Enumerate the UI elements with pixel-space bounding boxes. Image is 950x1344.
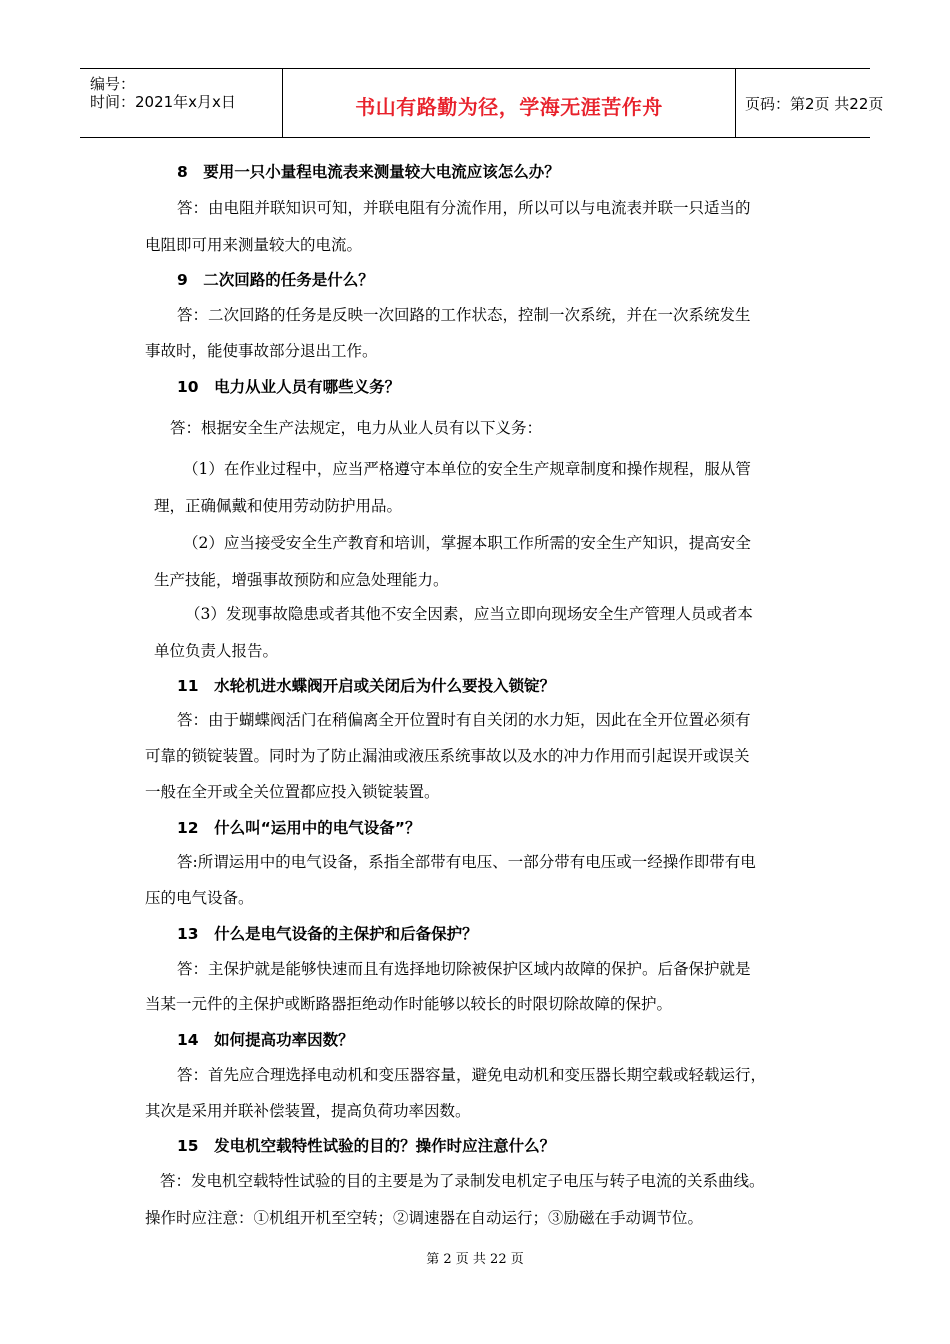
answer-line: 答：主保护就是能够快速而且有选择地切除被保护区域内故障的保护。后备保护就是 [177, 960, 751, 978]
answer-line: 答：由于蝴蝶阀活门在稍偏离全开位置时有自关闭的水力矩，因此在全开位置必须有 [177, 711, 751, 729]
answer-line: 答：由电阻并联知识可知，并联电阻有分流作用，所以可以与电流表并联一只适当的 [177, 199, 751, 217]
answer-line: （1）在作业过程中，应当严格遵守本单位的安全生产规章制度和操作规程，服从管 [183, 460, 751, 478]
answer-line: 理，正确佩戴和使用劳动防护用品。 [154, 497, 403, 515]
answer-line: 答：首先应合理选择电动机和变压器容量，避免电动机和变压器长期空载或轻载运行， [177, 1066, 767, 1084]
answer-line: 事故时，能使事故部分退出工作。 [145, 342, 378, 360]
page-footer: 第 2 页 共 22 页 [426, 1252, 524, 1267]
header-meta [80, 69, 282, 137]
motto: 书山有路勤为径，学海无涯苦作舟 [355, 95, 663, 119]
header-page-cell [735, 69, 884, 137]
question-11: 11 水轮机进水蝶阀开启或关闭后为什么要投入锁锭？ [177, 677, 556, 695]
answer-line: 压的电气设备。 [145, 889, 254, 907]
answer-line: 答：根据安全生产法规定，电力从业人员有以下义务： [170, 419, 543, 437]
date-label: 时间：2021年x月x日 [90, 93, 236, 111]
question-10: 10 电力从业人员有哪些义务？ [177, 378, 401, 396]
answer-line: （3）发现事故隐患或者其他不安全因素，应当立即向现场安全生产管理人员或者本 [185, 605, 753, 623]
answer-line: 一般在全开或全关位置都应投入锁锭装置。 [145, 783, 440, 801]
answer-line: 生产技能，增强事故预防和应急处理能力。 [154, 571, 449, 589]
question-13: 13 什么是电气设备的主保护和后备保护？ [177, 925, 478, 943]
answer-line: 答：发电机空载特性试验的目的主要是为了录制发电机定子电压与转子电流的关系曲线。 [160, 1172, 765, 1190]
page-info: 页码：第2页 共22页 [745, 95, 884, 113]
question-12: 12 什么叫“运用中的电气设备”？ [177, 819, 421, 837]
answer-line: 可靠的锁锭装置。同时为了防止漏油或液压系统事故以及水的冲力作用而引起误开或误关 [145, 747, 750, 765]
answer-line: 单位负责人报告。 [154, 642, 279, 660]
question-14: 14 如何提高功率因数？ [177, 1031, 354, 1049]
answer-line: 当某一元件的主保护或断路器拒绝动作时能够以较长的时限切除故障的保护。 [145, 995, 673, 1013]
question-15: 15 发电机空载特性试验的目的？操作时应注意什么？ [177, 1137, 556, 1155]
answer-line: 答:所谓运用中的电气设备，系指全部带有电压、一部分带有电压或一经操作即带有电 [177, 853, 756, 871]
question-8: 8 要用一只小量程电流表来测量较大电流应该怎么办？ [177, 163, 560, 181]
answer-line: 操作时应注意：①机组开机至空转；②调速器在自动运行；③励磁在手动调节位。 [145, 1209, 704, 1227]
question-9: 9 二次回路的任务是什么？ [177, 271, 374, 289]
header-motto-cell [282, 69, 736, 137]
answer-line: 答：二次回路的任务是反映一次回路的工作状态，控制一次系统，并在一次系统发生 [177, 306, 751, 324]
number-label: 编号： [90, 75, 136, 93]
answer-line: （2）应当接受安全生产教育和培训，掌握本职工作所需的安全生产知识，提高安全 [183, 534, 751, 552]
answer-line: 电阻即可用来测量较大的电流。 [145, 236, 363, 254]
page-header [80, 68, 884, 138]
answer-line: 其次是采用并联补偿装置，提高负荷功率因数。 [145, 1102, 471, 1120]
